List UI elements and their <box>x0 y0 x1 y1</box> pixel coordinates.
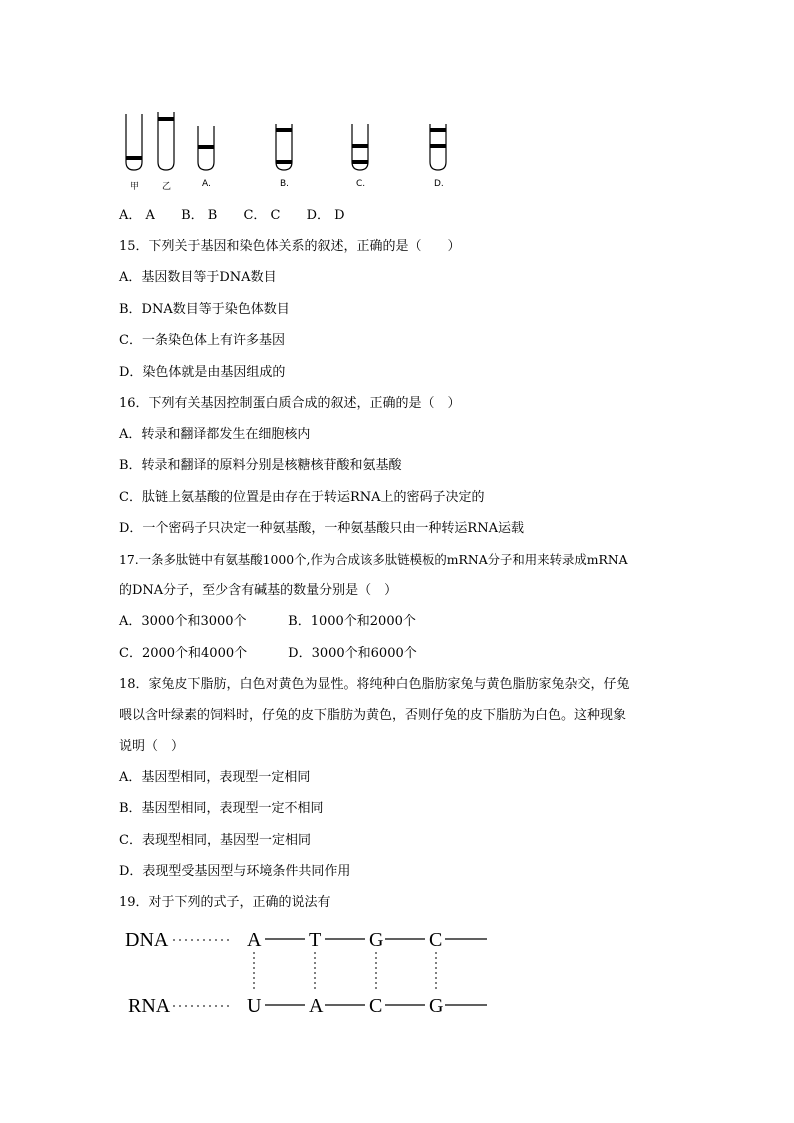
band <box>126 156 142 160</box>
q17-option-c: C．2000个和4000个 <box>119 646 248 661</box>
q16-option-d: D．一个密码子只决定一种氨基酸，一种氨基酸只由一种转运RNA运载 <box>119 521 524 536</box>
tube-c <box>352 124 368 170</box>
tube-b <box>276 124 292 170</box>
tube-label-a: A. <box>202 179 211 189</box>
q16-option-c: C．肽链上氨基酸的位置是由存在于转运RNA上的密码子决定的 <box>119 490 485 505</box>
tube-label-yi: 乙 <box>162 182 172 192</box>
tube-label-jia: 甲 <box>130 182 140 192</box>
q16-option-a: A．转录和翻译都发生在细胞核内 <box>119 427 311 442</box>
tube-d <box>430 124 446 170</box>
tube-label-d: D. <box>434 179 444 189</box>
q15-option-b: B．DNA数目等于染色体数目 <box>119 302 290 317</box>
option-d: D． D <box>306 208 345 223</box>
q15-stem: 15．下列关于基因和染色体关系的叙述，正确的是（ ） <box>119 239 461 254</box>
q17-stem-line2: 的DNA分子，至少含有碱基的数量分别是（ ） <box>119 583 398 598</box>
dna-label: DNA <box>125 929 169 951</box>
tube-a <box>198 126 214 170</box>
test-tube-figure <box>118 110 458 190</box>
dna-base: A <box>247 929 262 951</box>
tube-yi <box>158 112 174 170</box>
q17-option-d: D．3000个和6000个 <box>288 646 417 661</box>
q17-option-a: A．3000个和3000个 <box>119 614 247 629</box>
q15-option-a: A．基因数目等于DNA数目 <box>119 270 277 285</box>
band <box>430 144 446 148</box>
dna-base: T <box>309 929 322 951</box>
dna-base: C <box>429 929 443 951</box>
q19-stem: 19．对于下列的式子，正确的说法有 <box>119 895 331 910</box>
q17-options-row1 <box>119 613 453 631</box>
q17-stem-line1: 17.一条多肽链中有氨基酸1000个,作为合成该多肽链模板的mRNA分子和用来转录成mRNA <box>119 552 628 567</box>
q18-option-c: C．表现型相同，基因型一定相同 <box>119 833 311 848</box>
q17-options-row2 <box>119 645 453 663</box>
band <box>352 144 368 148</box>
rna-label: RNA <box>128 995 171 1017</box>
rna-base: U <box>247 995 262 1017</box>
band <box>198 145 214 149</box>
dna-base: G <box>369 929 384 951</box>
band <box>352 160 368 164</box>
q14-options <box>119 207 367 225</box>
q17-option-b: B．1000个和2000个 <box>288 614 416 629</box>
band <box>430 128 446 132</box>
band <box>158 117 174 121</box>
tube-jia <box>126 114 142 170</box>
rna-base: C <box>369 995 383 1017</box>
option-a: A． A <box>119 208 155 223</box>
q18-option-b: B．基因型相同，表现型一定不相同 <box>119 801 324 816</box>
q15-option-c: C．一条染色体上有许多基因 <box>119 333 285 348</box>
band <box>276 160 292 164</box>
rna-base: G <box>429 995 444 1017</box>
q18-stem-line1: 18．家兔皮下脂肪，白色对黄色为显性。将纯种白色脂肪家兔与黄色脂肪家兔杂交，仔兔 <box>119 677 630 692</box>
q18-stem-line2: 喂以含叶绿素的饲料时，仔兔的皮下脂肪为黄色，否则仔兔的皮下脂肪为白色。这种现象 <box>119 708 627 723</box>
q18-option-d: D．表现型受基因型与环境条件共同作用 <box>119 864 351 879</box>
q18-stem-line3: 说明（ ） <box>119 739 185 754</box>
option-b: B． B <box>181 208 218 223</box>
dna-rna-figure <box>125 920 495 1020</box>
q16-stem: 16．下列有关基因控制蛋白质合成的叙述，正确的是（ ） <box>119 396 461 411</box>
q16-option-b: B．转录和翻译的原料分别是核糖核苷酸和氨基酸 <box>119 458 402 473</box>
q15-option-d: D．染色体就是由基因组成的 <box>119 365 286 380</box>
band <box>276 128 292 132</box>
q18-option-a: A．基因型相同，表现型一定相同 <box>119 770 311 785</box>
rna-base: A <box>309 995 324 1017</box>
tube-label-b: B. <box>280 179 290 189</box>
option-c: C． C <box>243 208 281 223</box>
tube-label-c: C. <box>356 179 366 189</box>
